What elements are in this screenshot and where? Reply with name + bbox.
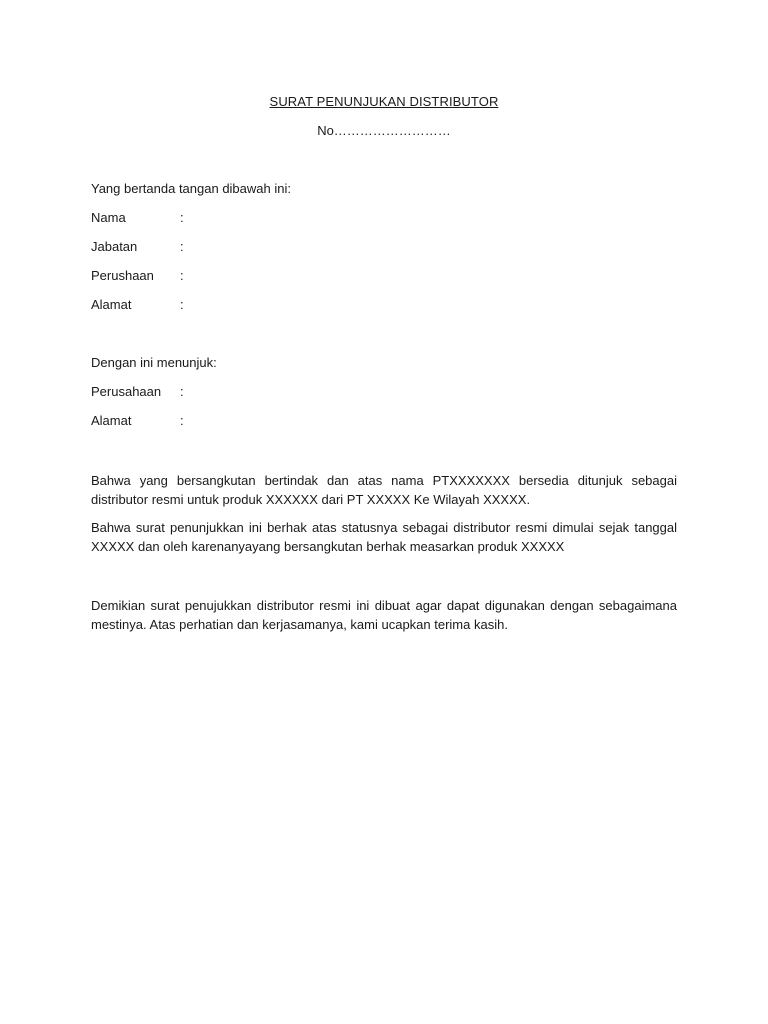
signer-field-nama	[91, 210, 391, 228]
signer-intro: Yang bertanda tangan dibawah ini:	[91, 181, 291, 196]
field-label: Perushaan	[91, 268, 154, 283]
signer-field-alamat	[91, 297, 391, 315]
field-colon: :	[180, 384, 184, 399]
field-colon: :	[180, 297, 184, 312]
field-colon: :	[180, 239, 184, 254]
paragraph-status: Bahwa surat penunjukkan ini berhak atas statusnya sebagai distributor resmi dimulai sejak tanggal XXXXX dan oleh karenanyayang bersangkutan berhak measarkan produk XXXXX	[91, 520, 677, 554]
field-colon: :	[180, 268, 184, 283]
appointee-field-alamat	[91, 413, 391, 431]
field-colon: :	[180, 210, 184, 225]
field-colon: :	[180, 413, 184, 428]
document-number: No………………………	[317, 123, 451, 138]
field-label: Jabatan	[91, 239, 138, 254]
paragraph-closing: Demikian surat penujukkan distributor resmi ini dibuat agar dapat digunakan dengan sebagaimana mestinya. Atas perhatian dan kerjasamanya, kami ucapkan terima kasih.	[91, 598, 677, 632]
field-label: Alamat	[91, 297, 132, 312]
appoint-intro: Dengan ini menunjuk:	[91, 355, 217, 370]
appointee-field-perusahaan	[91, 384, 391, 402]
paragraph-representation: Bahwa yang bersangkutan bertindak dan atas nama PTXXXXXXX bersedia ditunjuk sebagai distributor resmi untuk produk XXXXXX dari PT XXXXX Ke Wilayah XXXXX.	[91, 473, 677, 507]
signer-field-jabatan	[91, 239, 391, 257]
field-label: Perusahaan	[91, 384, 162, 399]
document-title: SURAT PENUNJUKAN DISTRIBUTOR	[269, 94, 499, 109]
field-label: Nama	[91, 210, 126, 225]
field-label: Alamat	[91, 413, 132, 428]
signer-field-perushaan	[91, 268, 391, 286]
